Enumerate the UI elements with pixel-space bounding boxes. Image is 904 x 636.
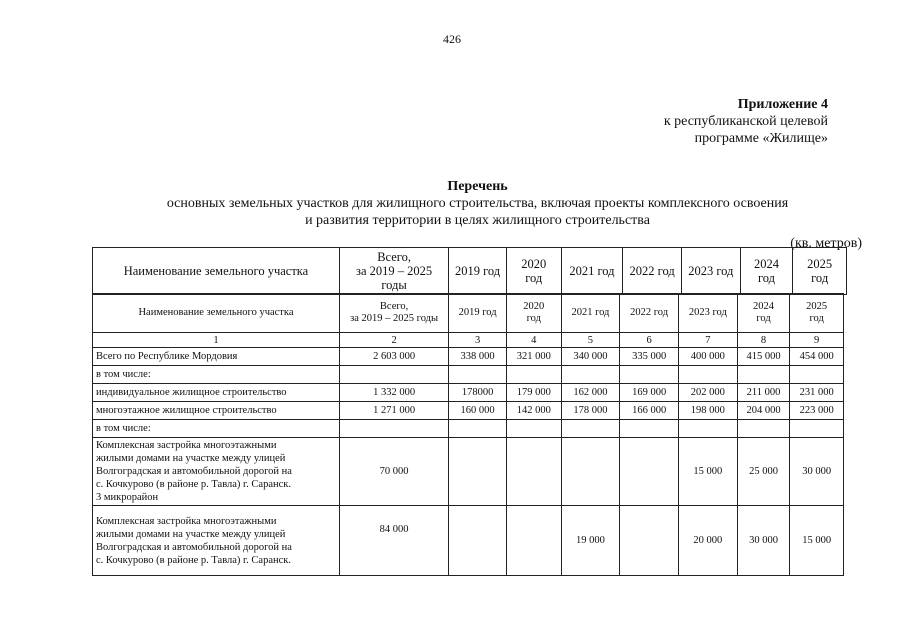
- cell-2019: 338 000: [449, 348, 507, 366]
- cell-2024: 204 000: [737, 402, 790, 420]
- document-heading: [0, 178, 904, 229]
- col-2023-header: 2023 год: [678, 294, 737, 333]
- cell-2025: 454 000: [790, 348, 844, 366]
- cell-2025: 30 000: [790, 438, 844, 506]
- appendix-title: Приложение 4: [737, 97, 828, 112]
- cell-2020: 179 000: [506, 384, 561, 402]
- col-number: 7: [678, 333, 737, 348]
- cell-2024: 415 000: [737, 348, 790, 366]
- heading-line-2: основных земельных участков для жилищного строительства, включая проекты комплексного освоения: [166, 196, 789, 211]
- column-numbers-row: [93, 333, 844, 348]
- header-2021: 2021 год: [561, 248, 623, 295]
- header-2023: 2023 год: [681, 248, 740, 295]
- row-total: 1 271 000: [339, 402, 448, 420]
- cell-2022: 169 000: [620, 384, 679, 402]
- table-header-row: [93, 294, 844, 333]
- cell-2021: 340 000: [561, 348, 620, 366]
- cell-2024: 25 000: [737, 438, 790, 506]
- header-2025: 2025 год: [793, 248, 847, 295]
- col-number: 5: [561, 333, 620, 348]
- cell-2019: [449, 506, 507, 576]
- cell-2020: 142 000: [506, 402, 561, 420]
- table-row: [93, 438, 844, 506]
- cell-2022: [620, 506, 679, 576]
- col-total-header: Всего, за 2019 – 2025 годы: [339, 294, 448, 333]
- cell-2021: 178 000: [561, 402, 620, 420]
- col-2024-header: 2024 год: [737, 294, 790, 333]
- page-number: 426: [443, 32, 461, 46]
- header-2020: 2020 год: [506, 248, 561, 295]
- cell-2025: 231 000: [790, 384, 844, 402]
- table-row: [93, 384, 844, 402]
- table-row: [93, 506, 844, 576]
- cell-2023: 202 000: [678, 384, 737, 402]
- header-total: Всего, за 2019 – 2025 годы: [339, 248, 448, 295]
- table-row: [93, 348, 844, 366]
- cell-2019: 160 000: [449, 402, 507, 420]
- cell-2024: 211 000: [737, 384, 790, 402]
- cell-2021: 19 000: [561, 506, 620, 576]
- cell-2022: [620, 438, 679, 506]
- appendix-line-2: к республиканской целевой: [663, 114, 828, 129]
- row-name: в том числе:: [93, 420, 340, 438]
- col-2021-header: 2021 год: [561, 294, 620, 333]
- col-number: 2: [339, 333, 448, 348]
- col-number: 4: [506, 333, 561, 348]
- row-name: в том числе:: [93, 366, 340, 384]
- header-table: [92, 247, 847, 295]
- row-name: индивидуальное жилищное строительство: [93, 384, 340, 402]
- col-number: 1: [93, 333, 340, 348]
- cell-2023: 20 000: [678, 506, 737, 576]
- cell-2022: 166 000: [620, 402, 679, 420]
- cell-2019: [449, 438, 507, 506]
- cell-2025: 15 000: [790, 506, 844, 576]
- col-2019-header: 2019 год: [449, 294, 507, 333]
- table-row: [93, 402, 844, 420]
- col-number: 8: [737, 333, 790, 348]
- header-2022: 2022 год: [623, 248, 682, 295]
- row-total: 1 332 000: [339, 384, 448, 402]
- cell-2021: 162 000: [561, 384, 620, 402]
- cell-2021: [561, 438, 620, 506]
- units-label: (кв. метров): [790, 236, 862, 251]
- cell-2023: 15 000: [678, 438, 737, 506]
- col-2022-header: 2022 год: [620, 294, 679, 333]
- appendix-caption: [664, 96, 828, 147]
- cell-2020: 321 000: [506, 348, 561, 366]
- row-name: Всего по Республике Мордовия: [93, 348, 340, 366]
- heading-title: Перечень: [447, 179, 508, 194]
- col-2025-header: 2025 год: [790, 294, 844, 333]
- cell-2024: 30 000: [737, 506, 790, 576]
- col-2020-header: 2020 год: [506, 294, 561, 333]
- cell-2022: 335 000: [620, 348, 679, 366]
- row-name: Комплексная застройка многоэтажными жилыми домами на участке между улицей Волгоградская и автомобильной дорогой на с. Кочкурово (в районе р. Тавла) г. Саранск.: [93, 506, 340, 576]
- heading-line-3: и развития территории в целях жилищного строительства: [305, 213, 650, 228]
- col-number: 6: [620, 333, 679, 348]
- table-row: [93, 366, 844, 384]
- header-2024: 2024 год: [740, 248, 793, 295]
- cell-2023: 400 000: [678, 348, 737, 366]
- row-total: 70 000: [339, 438, 448, 506]
- cell-2020: [506, 506, 561, 576]
- cell-2020: [506, 438, 561, 506]
- row-total: 84 000: [339, 506, 448, 576]
- table-row: [93, 420, 844, 438]
- appendix-line-3: программе «Жилище»: [694, 131, 828, 146]
- cell-2023: 198 000: [678, 402, 737, 420]
- row-name: Комплексная застройка многоэтажными жилыми домами на участке между улицей Волгоградская и автомобильной дорогой на с. Кочкурово (в районе р. Тавла) г. Саранск. 3 микрорайон: [93, 438, 340, 506]
- cell-2025: 223 000: [790, 402, 844, 420]
- row-name: многоэтажное жилищное строительство: [93, 402, 340, 420]
- col-name-header: Наименование земельного участка: [93, 294, 340, 333]
- col-number: 3: [449, 333, 507, 348]
- row-total: 2 603 000: [339, 348, 448, 366]
- col-number: 9: [790, 333, 844, 348]
- land-plots-table: [92, 293, 844, 576]
- cell-2019: 178000: [449, 384, 507, 402]
- header-2019: 2019 год: [449, 248, 507, 295]
- header-name: Наименование земельного участка: [93, 248, 340, 295]
